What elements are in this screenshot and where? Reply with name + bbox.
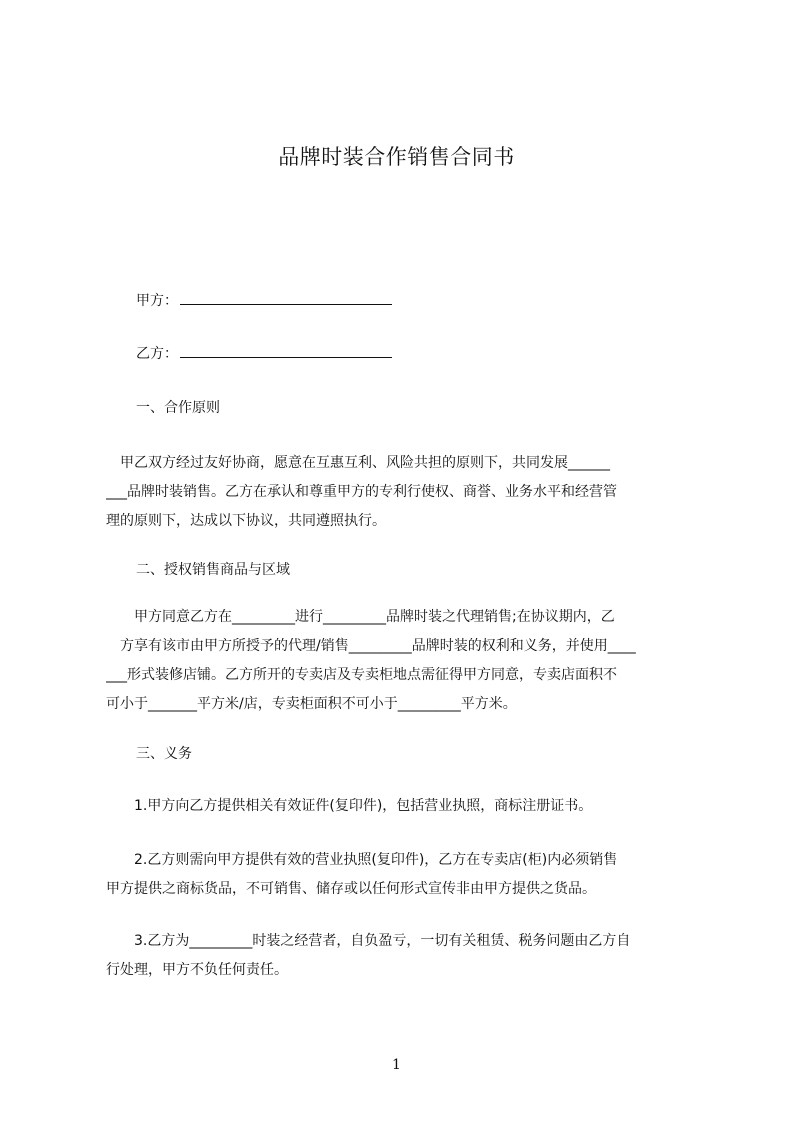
page-number: 1 [392, 1057, 401, 1073]
section-3-heading: 三、义务 [136, 746, 192, 762]
section-2-heading: 二、授权销售商品与区域 [136, 562, 290, 578]
paragraph-line: 可小于_______平方米/店，专卖柜面积不可小于_________平方米。 [106, 696, 517, 712]
party-b-blank-line [180, 345, 392, 358]
paragraph-line: 3.乙方为_________时装之经营者，自负盈亏，一切有关租赁、税务问题由乙方自 [106, 933, 631, 949]
paragraph-line: 理的原则下，达成以下协议，共同遵照执行。 [106, 513, 386, 529]
party-a-label: 甲方： [136, 293, 178, 309]
paragraph-line: 行处理，甲方不负任何责任。 [106, 962, 288, 978]
section-3-item-2 [106, 846, 702, 904]
paragraph-line: 甲方提供之商标货品，不可销售、储存或以任何形式宣传非由甲方提供之货品。 [106, 881, 596, 897]
section-2-paragraph [106, 603, 702, 719]
paragraph-line: 甲乙双方经过友好协商，愿意在互惠互利、风险共担的原则下，共同发展______ [106, 455, 610, 471]
paragraph-line: 甲方同意乙方在_________进行_________品牌时装之代理销售;在协议期内，乙 [106, 609, 615, 625]
section-3-item-1 [106, 792, 702, 821]
document-title: 品牌时装合作销售合同书 [278, 145, 515, 169]
party-a-blank-line [180, 292, 392, 305]
paragraph-line: 1.甲方向乙方提供相关有效证件(复印件)，包括营业执照，商标注册证书。 [106, 798, 593, 814]
section-1-paragraph [106, 449, 702, 536]
party-b-label: 乙方： [136, 346, 178, 362]
party-b-field [136, 344, 392, 364]
party-a-field [136, 291, 392, 311]
section-3-item-3 [106, 927, 702, 985]
paragraph-line: 2.乙方则需向甲方提供有效的营业执照(复印件)，乙方在专卖店(柜)内必须销售 [106, 852, 618, 868]
paragraph-line: ___品牌时装销售。乙方在承认和尊重甲方的专利行使权、商誉、业务水平和经营管 [106, 484, 617, 500]
paragraph-line: 方享有该市由甲方所授予的代理/销售_________品牌时装的权利和义务，并使用____ [106, 638, 636, 654]
paragraph-line: ___形式装修店铺。乙方所开的专卖店及专卖柜地点需征得甲方同意，专卖店面积不 [106, 667, 617, 683]
section-1-heading: 一、合作原则 [136, 400, 220, 416]
